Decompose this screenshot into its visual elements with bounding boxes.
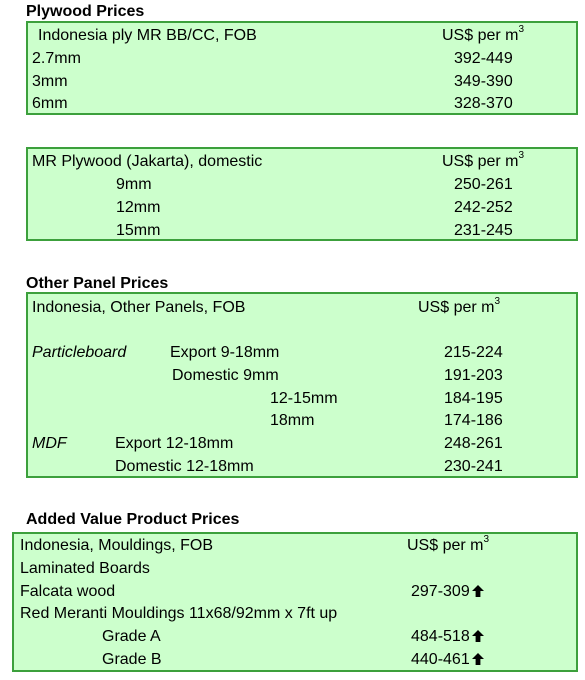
row-price: 242-252 xyxy=(454,199,513,216)
other-panels-box xyxy=(26,292,578,478)
up-arrow-icon xyxy=(472,585,484,597)
unit-label: US$ per $m^3$ xyxy=(418,295,501,316)
row-label: 3mm xyxy=(32,73,68,90)
falcata-label: Falcata wood xyxy=(20,583,116,600)
row-price: 231-245 xyxy=(454,222,513,239)
grade-price xyxy=(411,627,484,647)
unit-label: US$ per $m^3$ xyxy=(442,23,525,44)
row-label: 12-15mm xyxy=(270,390,338,407)
added-value-box xyxy=(12,532,578,672)
row-label: Domestic 12-18mm xyxy=(115,458,254,475)
price-value: 484-518 xyxy=(411,628,470,645)
particleboard-label: Particleboard xyxy=(32,344,127,361)
other-panels-heading: Other Panel Prices xyxy=(26,275,169,292)
row-label: 18mm xyxy=(270,412,315,429)
grade-label: Grade B xyxy=(102,651,162,668)
row-label: Export 12-18mm xyxy=(115,435,234,452)
box-title: Indonesia, Other Panels, FOB xyxy=(32,299,246,316)
box-title: MR Plywood (Jakarta), domestic xyxy=(32,153,263,170)
row-price: 174-186 xyxy=(444,412,503,429)
row-price: 392-449 xyxy=(454,50,513,67)
added-value-heading: Added Value Product Prices xyxy=(26,511,240,528)
plywood-heading: Plywood Prices xyxy=(26,3,145,20)
plywood-jakarta-box xyxy=(26,147,578,241)
unit-label: US$ per $m^3$ xyxy=(442,149,525,170)
mdf-label: MDF xyxy=(32,435,67,452)
meranti-label: Red Meranti Mouldings 11x68/92mm x 7ft up xyxy=(20,605,338,622)
row-label: Domestic 9mm xyxy=(172,367,279,384)
unit-label: US$ per $m^3$ xyxy=(407,533,490,554)
grade-price xyxy=(411,650,484,670)
row-price: 184-195 xyxy=(444,390,503,407)
up-arrow-icon xyxy=(472,630,484,642)
price-value: 440-461 xyxy=(411,651,470,668)
row-price: 248-261 xyxy=(444,435,503,452)
row-label: 6mm xyxy=(32,95,68,112)
falcata-price xyxy=(411,582,484,602)
box-title: Indonesia, Mouldings, FOB xyxy=(20,537,213,554)
row-price: 191-203 xyxy=(444,367,503,384)
row-label: 9mm xyxy=(116,176,152,193)
row-price: 328-370 xyxy=(454,95,513,112)
price-value: 297-309 xyxy=(411,583,470,600)
row-label: 12mm xyxy=(116,199,161,216)
row-label: Export 9-18mm xyxy=(170,344,280,361)
row-price: 250-261 xyxy=(454,176,513,193)
box-title: Indonesia ply MR BB/CC, FOB xyxy=(38,27,257,44)
grade-label: Grade A xyxy=(102,628,161,645)
row-price: 230-241 xyxy=(444,458,503,475)
row-label: 15mm xyxy=(116,222,161,239)
row-price: 215-224 xyxy=(444,344,503,361)
up-arrow-icon xyxy=(472,653,484,665)
plywood-indonesia-box xyxy=(26,21,578,115)
laminated-boards-label: Laminated Boards xyxy=(20,560,150,577)
row-label: 2.7mm xyxy=(32,50,81,67)
row-price: 349-390 xyxy=(454,73,513,90)
